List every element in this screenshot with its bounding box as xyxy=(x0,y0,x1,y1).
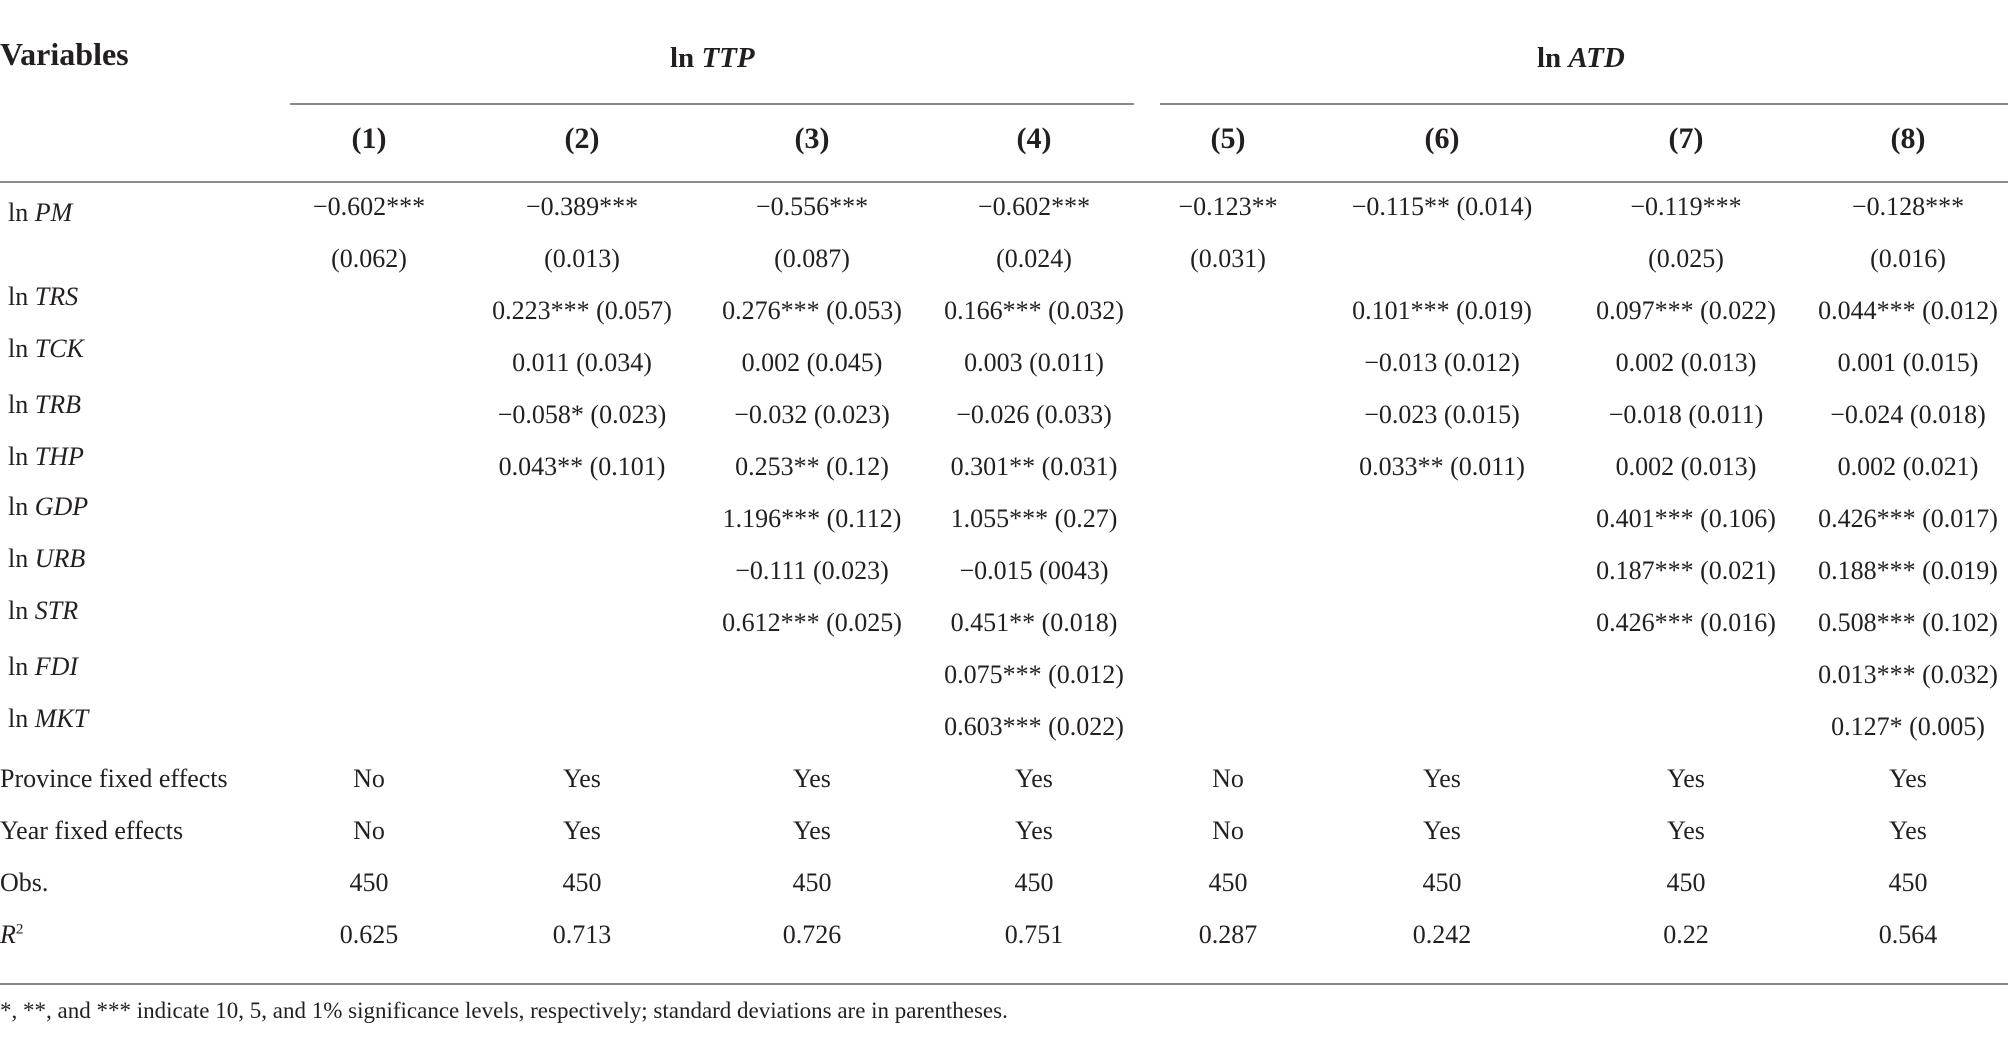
table-cell: −0.602*** xyxy=(977,192,1091,221)
column-header: (5) xyxy=(1210,122,1246,155)
table-cell: −0.556*** xyxy=(755,192,869,221)
table-cell: 0.043** (0.101) xyxy=(498,452,666,481)
table-cell: Yes xyxy=(1889,764,1927,793)
table-cell: 0.223*** (0.057) xyxy=(492,296,672,325)
column-header: (6) xyxy=(1424,122,1460,155)
row-label-urb xyxy=(8,544,85,574)
row-label-pm xyxy=(8,198,72,228)
table-cell: 0.612*** (0.025) xyxy=(722,608,902,637)
group-rule-atd xyxy=(1160,103,2008,105)
row-label-mkt xyxy=(8,704,88,734)
table-cell: 0.287 xyxy=(1198,920,1258,949)
table-cell: 0.101*** (0.019) xyxy=(1352,296,1532,325)
table-cell: 0.242 xyxy=(1412,920,1472,949)
table-cell: −0.018 (0.011) xyxy=(1608,400,1764,429)
table-cell: 450 xyxy=(1208,868,1248,897)
table-cell: −0.602*** xyxy=(312,192,426,221)
table-cell: 0.564 xyxy=(1878,920,1938,949)
table-cell: −0.015 (0043) xyxy=(959,556,1109,585)
group-header-ttp-prefix: ln xyxy=(670,42,702,74)
table-cell: (0.025) xyxy=(1648,244,1724,273)
table-cell: (0.016) xyxy=(1870,244,1946,273)
row-label-fdi xyxy=(8,652,78,682)
row-label-gdp xyxy=(8,492,88,522)
row-label-tck-name: TCK xyxy=(34,334,84,363)
table-cell: 450 xyxy=(792,868,832,897)
table-cell: 0.002 (0.045) xyxy=(741,348,883,377)
table-cell: −0.026 (0.033) xyxy=(956,400,1112,429)
table-cell: 0.426*** (0.017) xyxy=(1818,504,1998,533)
row-label-obs: Obs. xyxy=(0,868,49,897)
table-cell: 0.625 xyxy=(339,920,399,949)
table-cell: Yes xyxy=(793,764,831,793)
table-cell: No xyxy=(353,764,385,793)
table-cell: Yes xyxy=(1889,816,1927,845)
table-cell: 0.002 (0.021) xyxy=(1837,452,1979,481)
row-label-gdp-name: GDP xyxy=(34,492,89,521)
row-label-tck-prefix: ln xyxy=(8,334,35,363)
table-cell: 1.055*** (0.27) xyxy=(950,504,1118,533)
column-header: (8) xyxy=(1890,122,1926,155)
group-header-atd-prefix: ln xyxy=(1537,42,1569,74)
table-cell: 0.166*** (0.032) xyxy=(944,296,1124,325)
table-cell: Yes xyxy=(1015,764,1053,793)
table-cell: 450 xyxy=(1422,868,1462,897)
table-cell: −0.389*** xyxy=(525,192,639,221)
table-cell: 450 xyxy=(1888,868,1928,897)
column-header: (1) xyxy=(351,122,387,155)
table-cell: 0.002 (0.013) xyxy=(1615,452,1757,481)
row-label-urb-name: URB xyxy=(34,544,86,573)
group-header-ttp-name: TTP xyxy=(701,42,755,74)
row-label-thp xyxy=(8,442,84,472)
row-label-tck xyxy=(8,334,84,364)
table-cell: 450 xyxy=(562,868,602,897)
table-cell: 0.253** (0.12) xyxy=(735,452,889,481)
group-header-ttp xyxy=(670,42,755,75)
table-cell: 0.726 xyxy=(782,920,842,949)
table-cell: (0.013) xyxy=(544,244,620,273)
table-footnote: *, **, and *** indicate 10, 5, and 1% significance levels, respectively; standard deviations are in parentheses. xyxy=(0,998,1008,1023)
table-cell: Yes xyxy=(1015,816,1053,845)
group-header-atd xyxy=(1537,42,1625,75)
row-label-r-squared xyxy=(0,920,23,950)
table-cell: (0.062) xyxy=(331,244,407,273)
table-cell: 0.603*** (0.022) xyxy=(944,712,1124,741)
row-label-trb-name: TRB xyxy=(34,390,81,419)
table-cell: 0.401*** (0.106) xyxy=(1596,504,1776,533)
column-header: (3) xyxy=(794,122,830,155)
row-label-pm-prefix: ln xyxy=(8,198,35,227)
row-label-fdi-name: FDI xyxy=(34,652,79,681)
table-cell: −0.111 (0.023) xyxy=(735,556,889,585)
table-cell: Yes xyxy=(563,816,601,845)
table-cell: 0.751 xyxy=(1004,920,1064,949)
row-label-r-squared-base: R xyxy=(0,920,16,949)
table-cell: 450 xyxy=(1014,868,1054,897)
table-bottom-rule xyxy=(0,983,2008,985)
row-label-year-fixed-effects: Year fixed effects xyxy=(0,816,184,845)
header-bottom-rule xyxy=(0,181,2008,183)
table-cell: 0.508*** (0.102) xyxy=(1818,608,1998,637)
table-cell: −0.123** xyxy=(1178,192,1278,221)
table-cell: No xyxy=(1212,816,1244,845)
column-header: (4) xyxy=(1016,122,1052,155)
row-label-province-fixed-effects: Province fixed effects xyxy=(0,764,228,793)
column-header: (2) xyxy=(564,122,600,155)
row-label-trb-prefix: ln xyxy=(8,390,35,419)
row-label-mkt-prefix: ln xyxy=(8,704,35,733)
table-cell: 450 xyxy=(1666,868,1706,897)
table-cell: 0.001 (0.015) xyxy=(1837,348,1979,377)
table-cell: 0.276*** (0.053) xyxy=(722,296,902,325)
table-cell: (0.024) xyxy=(996,244,1072,273)
row-label-mkt-name: MKT xyxy=(34,704,89,733)
table-cell: Yes xyxy=(1667,816,1705,845)
group-rule-ttp xyxy=(290,103,1134,105)
row-label-thp-name: THP xyxy=(34,442,84,471)
table-cell: 0.301** (0.031) xyxy=(950,452,1118,481)
table-cell: Yes xyxy=(1423,764,1461,793)
row-label-thp-prefix: ln xyxy=(8,442,35,471)
row-label-pm-name: PM xyxy=(34,198,73,227)
table-cell: −0.013 (0.012) xyxy=(1364,348,1520,377)
table-cell: −0.119*** xyxy=(1630,192,1742,221)
table-cell: 0.127* (0.005) xyxy=(1831,712,1985,741)
table-cell: Yes xyxy=(793,816,831,845)
column-header: (7) xyxy=(1668,122,1704,155)
table-cell: −0.024 (0.018) xyxy=(1830,400,1986,429)
table-cell: −0.115** (0.014) xyxy=(1351,192,1533,221)
row-label-fdi-prefix: ln xyxy=(8,652,35,681)
row-label-trs-name: TRS xyxy=(34,282,79,311)
table-cell: 0.002 (0.013) xyxy=(1615,348,1757,377)
table-cell: (0.087) xyxy=(774,244,850,273)
table-cell: No xyxy=(353,816,385,845)
row-label-trs-prefix: ln xyxy=(8,282,35,311)
variables-header: Variables xyxy=(0,36,129,72)
table-cell: −0.023 (0.015) xyxy=(1364,400,1520,429)
table-cell: Yes xyxy=(1667,764,1705,793)
table-cell: 0.22 xyxy=(1663,920,1709,949)
table-cell: −0.058* (0.023) xyxy=(497,400,667,429)
row-label-str-name: STR xyxy=(34,596,79,625)
table-cell: −0.032 (0.023) xyxy=(734,400,890,429)
row-label-trs xyxy=(8,282,78,312)
table-cell: 0.013*** (0.032) xyxy=(1818,660,1998,689)
row-label-str-prefix: ln xyxy=(8,596,35,625)
table-cell: 0.097*** (0.022) xyxy=(1596,296,1776,325)
table-cell: 0.188*** (0.019) xyxy=(1818,556,1998,585)
table-cell: (0.031) xyxy=(1190,244,1266,273)
table-cell: 0.451** (0.018) xyxy=(950,608,1118,637)
table-cell: 0.033** (0.011) xyxy=(1359,452,1525,481)
table-cell: No xyxy=(1212,764,1244,793)
group-header-atd-name: ATD xyxy=(1568,42,1625,74)
table-cell: 450 xyxy=(349,868,389,897)
row-label-trb xyxy=(8,390,81,420)
table-cell: 0.187*** (0.021) xyxy=(1596,556,1776,585)
table-cell: 0.003 (0.011) xyxy=(964,348,1104,377)
row-label-urb-prefix: ln xyxy=(8,544,35,573)
row-label-r-squared-sup: 2 xyxy=(15,921,24,938)
row-label-str xyxy=(8,596,78,626)
table-cell: 0.426*** (0.016) xyxy=(1596,608,1776,637)
table-cell: 0.011 (0.034) xyxy=(512,348,652,377)
table-cell: −0.128*** xyxy=(1851,192,1965,221)
table-cell: 0.713 xyxy=(552,920,612,949)
row-label-gdp-prefix: ln xyxy=(8,492,35,521)
table-cell: 0.075*** (0.012) xyxy=(944,660,1124,689)
table-cell: 0.044*** (0.012) xyxy=(1818,296,1998,325)
table-cell: Yes xyxy=(1423,816,1461,845)
table-cell: Yes xyxy=(563,764,601,793)
table-cell: 1.196*** (0.112) xyxy=(722,504,902,533)
